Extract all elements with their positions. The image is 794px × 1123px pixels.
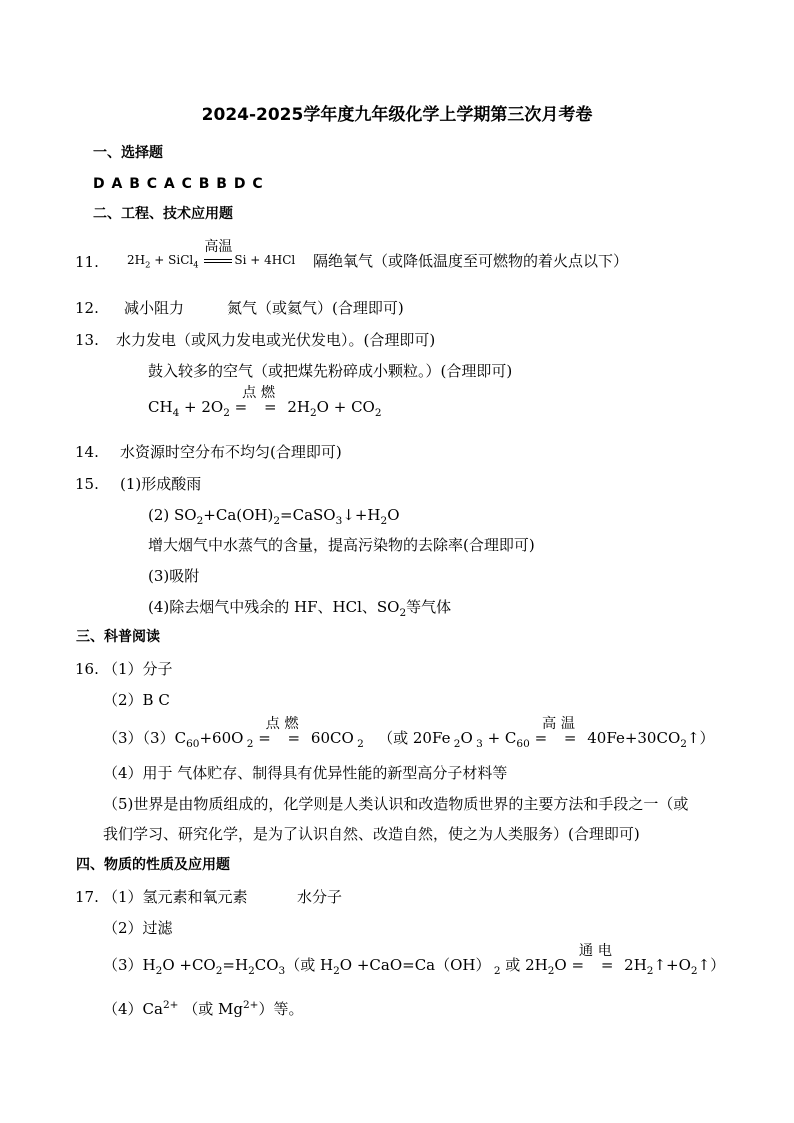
q17-answer-1b: 水分子 — [297, 888, 343, 906]
q13-equation: $CH_4 + 2O_2$ 点 燃 = = $2H_2O + CO_2$ — [148, 384, 382, 419]
q12-answer-a: 减小阻力 — [124, 299, 185, 317]
q13-number: 13. — [75, 331, 99, 349]
q17-answer-4: $(4)Ca^{2+}$ （或 $Mg^{2+}$）等。 — [103, 999, 304, 1018]
q14-answer: 水资源时空分布不均匀(合理即可) — [120, 443, 342, 461]
q16-answer-4: （4）用于 气体贮存、制得具有优异性能的新型高分子材料等 — [103, 764, 508, 782]
q13-answer-b: 鼓入较多的空气（或把煤先粉碎成小颗粒。）(合理即可) — [148, 362, 513, 380]
q15-answer-2b: 增大烟气中水蒸气的含量，提高污染物的去除率(合理即可) — [148, 536, 535, 554]
q12-number: 12. — [75, 299, 99, 317]
q16-answer-5-line2: 我们学习、研究化学，是为了认识自然、改造自然，使之为人类服务）(合理即可) — [103, 825, 640, 843]
q15-number: 15. — [75, 475, 99, 493]
q12-answer-b: 氮气（或氦气）(合理即可) — [227, 299, 404, 317]
q16-equation: $(3)(3)C_{60}+60O$ $_2$ 点 燃 = = 60CO $_2$ （或 20Fe $_2$O $_3 + C_{60}$ 高 温 = = $40Fe+30CO_2↑$） — [103, 715, 715, 750]
q15-answer-3: (3)吸附 — [148, 567, 200, 585]
q17-answer-2: （2）过滤 — [103, 919, 173, 937]
q11-answer: 隔绝氧气（或降低温度至可燃物的着火点以下） — [313, 252, 629, 270]
q11-equation: $2H_2$ + SiCl$_4$ 高温 Si + 4HCl — [127, 239, 296, 270]
section-heading-2: 二、工程、技术应用题 — [93, 206, 233, 222]
q11-number: 11. — [75, 253, 99, 271]
q15-equation: (2) $SO_2+Ca(OH)_2=CaSO_3↓+H_2O$ — [148, 506, 400, 527]
q17-equation: $(3)H_2O +CO_2=H_2CO_3$（或 $H_2O +CaO=Ca(OH)$ $_2$ 或 $2H_2O$ 通 电 = = $2H_2↑+O_2↑$） — [103, 942, 726, 977]
q14-number: 14. — [75, 443, 99, 461]
choice-answers: D A B C A C B B D C — [93, 176, 264, 192]
page-title: 2024-2025学年度九年级化学上学期第三次月考卷 — [201, 105, 593, 125]
q16-answer-2: （2）B C — [103, 691, 170, 709]
q16-number: 16. — [75, 660, 99, 678]
q16-answer-1: （1）分子 — [103, 660, 173, 678]
q17-answer-1a: （1）氢元素和氧元素 — [103, 888, 248, 906]
section-heading-1: 一、选择题 — [93, 145, 163, 161]
q17-number: 17. — [75, 888, 99, 906]
section-heading-3: 三、科普阅读 — [76, 629, 160, 645]
q15-answer-4: (4)除去烟气中残余的 HF、HCl、$SO_2$等气体 — [148, 598, 452, 619]
section-heading-4: 四、物质的性质及应用题 — [76, 857, 230, 873]
q13-answer-a: 水力发电（或风力发电或光伏发电）。(合理即可) — [116, 331, 436, 349]
q16-answer-5-line1: （5)世界是由物质组成的，化学则是人类认识和改造物质世界的主要方法和手段之一（或 — [103, 795, 689, 813]
q15-answer-1: (1)形成酸雨 — [120, 475, 202, 493]
